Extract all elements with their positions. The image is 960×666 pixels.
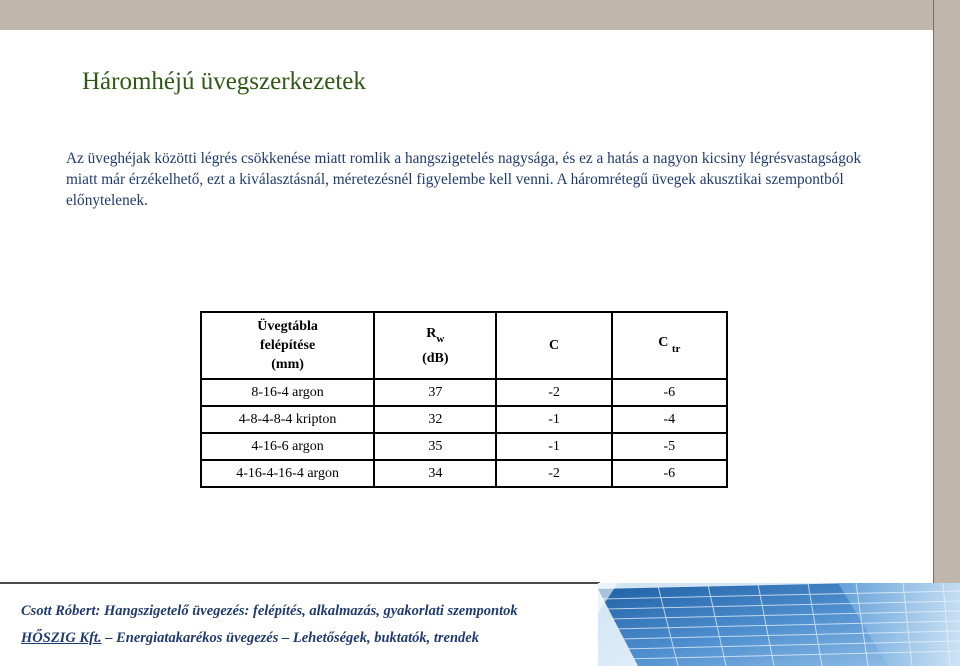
cell-rw: 37	[374, 379, 496, 406]
slide-frame-divider	[933, 0, 934, 583]
header-c	[496, 312, 611, 379]
header-structure-line1: Üvegtábla	[257, 319, 318, 334]
table-header-row	[201, 312, 727, 379]
header-ctr	[612, 312, 727, 379]
table-row	[201, 379, 727, 406]
cell-c: -1	[496, 433, 611, 460]
cell-structure: 4-8-4-8-4 kripton	[201, 406, 374, 433]
header-structure-unit: (mm)	[271, 357, 304, 372]
cell-ctr: -6	[612, 460, 727, 487]
slide-frame-right	[933, 0, 960, 583]
cell-structure: 4-16-4-16-4 argon	[201, 460, 374, 487]
cell-rw: 34	[374, 460, 496, 487]
table-row	[201, 460, 727, 487]
header-c-symbol: C	[549, 338, 560, 353]
cell-rw: 35	[374, 433, 496, 460]
cell-ctr: -4	[612, 406, 727, 433]
header-rw-subscript: w	[436, 332, 445, 345]
cell-structure: 4-16-6 argon	[201, 433, 374, 460]
cell-ctr: -6	[612, 379, 727, 406]
cell-c: -2	[496, 379, 611, 406]
header-structure	[201, 312, 374, 379]
footer-author-title: Csott Róbert: Hangszigetelő üvegezés: felépítés, alkalmazás, gyakorlati szempontok	[21, 603, 518, 619]
header-rw	[374, 312, 496, 379]
header-ctr-symbol: C	[658, 334, 669, 350]
slide-title: Háromhéjú üvegszerkezetek	[82, 68, 366, 95]
cell-rw: 32	[374, 406, 496, 433]
header-structure-line2: felépítése	[259, 338, 316, 353]
glass-building-image	[598, 583, 960, 666]
glass-building-illustration	[598, 583, 960, 666]
cell-c: -2	[496, 460, 611, 487]
footer-divider	[0, 582, 600, 584]
cell-structure: 8-16-4 argon	[201, 379, 374, 406]
slide-body-paragraph: Az üveghéjak közötti légrés csökkenése miatt romlik a hangszigetelés nagysága, és ez a hatás a nagyon kicsiny légrésvastagságok miatt már érzékelhető, ezt a kiválasztásnál, méretezésnél figyelembe kell venni. A háromrétegű üvegek akusztikai szempontból előnytelenek.	[66, 150, 862, 209]
acoustic-data-table	[200, 311, 728, 488]
cell-c: -1	[496, 406, 611, 433]
header-ctr-subscript: tr	[671, 342, 681, 355]
table-row	[201, 433, 727, 460]
header-rw-unit: (dB)	[422, 350, 449, 366]
table-row	[201, 406, 727, 433]
footer-event-title: – Energiatakarékos üvegezés – Lehetőségek, buktatók, trendek	[101, 630, 479, 646]
slide-canvas	[0, 30, 933, 583]
footer-brand: HŐSZIG Kft.	[21, 630, 102, 646]
slide-frame-top	[0, 0, 960, 30]
cell-ctr: -5	[612, 433, 727, 460]
header-rw-symbol: R	[426, 325, 437, 341]
footer-event-line	[21, 630, 479, 647]
